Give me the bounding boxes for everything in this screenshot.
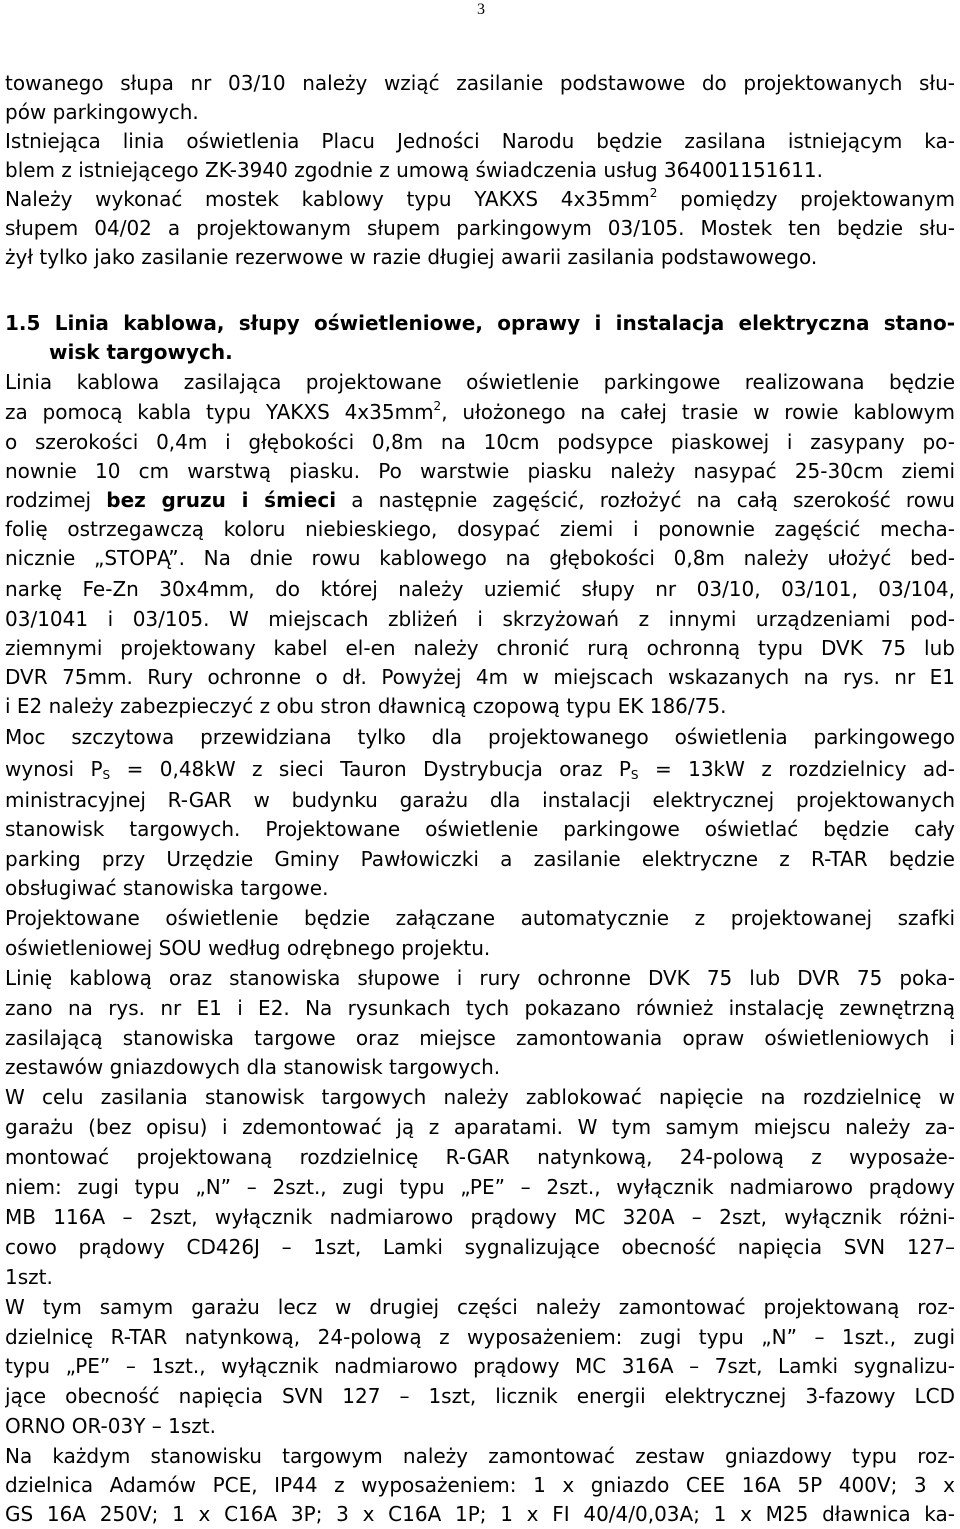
paragraph-3-line-10: ziemnymi projektowany kabel el-en należy chronić rurą ochronną typu DVK 75 lub: [5, 636, 955, 660]
paragraph-8-line-1: W tym samym garażu lecz w drugiej części należy zamontować projektowaną roz-: [5, 1295, 955, 1319]
subscript: S: [630, 768, 639, 782]
paragraph-1-line-1: towanego słupa nr 03/10 należy wziąć zasilanie podstawowe do projektowanych słu-: [5, 71, 955, 95]
paragraph-8-line-4: jące obecność napięcia SVN 127 – 1szt, licznik energii elektrycznej 3-fazowy LCD: [5, 1384, 955, 1408]
paragraph-3-line-5: [5, 486, 955, 514]
section-heading-line-2: wisk targowych.: [49, 340, 233, 364]
paragraph-3-line-9: 03/1041 i 03/105. W miejscach zbliżeń i skrzyżowań z innymi urządzeniami pod-: [5, 607, 955, 631]
paragraph-9-line-1: Na każdym stanowisku targowym należy zamontować zestaw gniazdowy typu roz-: [5, 1444, 955, 1468]
paragraph-2-line-3: [5, 185, 955, 213]
paragraph-3-line-11: DVR 75mm. Rury ochronne o dł. Powyżej 4m w miejscach wskazanych na rys. nr E1: [5, 665, 955, 689]
paragraph-3-line-2: [5, 398, 955, 426]
paragraph-4-line-4: stanowisk targowych. Projektowane oświetlenie parkingowe oświetlać będzie cały: [5, 817, 955, 841]
paragraph-8-line-3: typu „PE” – 1szt., wyłącznik nadmiarowo prądowy MC 316A – 7szt, Lamki sygnalizu-: [5, 1354, 955, 1378]
paragraph-2-line-5: żył tylko jako zasilanie rezerwowe w razie długiej awarii zasilania podstawowego.: [5, 245, 818, 269]
text-run: Należy wykonać mostek kablowy typu YAKXS 4x35mm: [5, 187, 650, 211]
paragraph-7-line-3: montować projektowaną rozdzielnicę R-GAR natynkową, 24-polową z wyposaże-: [5, 1145, 955, 1169]
paragraph-1-line-2: pów parkingowych.: [5, 100, 199, 124]
superscript: 2: [649, 186, 658, 200]
section-title: Linia kablowa, słupy oświetleniowe, oprawy i instalacja elektryczna stano-: [54, 311, 955, 335]
paragraph-7-line-1: W celu zasilania stanowisk targowych należy zablokować napięcie na rozdzielnicę w: [5, 1085, 955, 1109]
paragraph-6-line-1: Linię kablową oraz stanowiska słupowe i rury ochronne DVK 75 lub DVR 75 poka-: [5, 966, 955, 990]
paragraph-2-line-2: blem z istniejącego ZK-3940 zgodnie z umową świadczenia usług 364001151611.: [5, 158, 823, 182]
text-run: = 13kW z rozdzielnicy ad-: [638, 757, 955, 781]
paragraph-2-line-4: słupem 04/02 a projektowanym słupem parkingowym 03/105. Mostek ten będzie słu-: [5, 216, 955, 240]
text-run: za pomocą kabla typu YAKXS 4x35mm: [5, 400, 434, 424]
text-run: a następnie zagęścić, rozłożyć na całą szerokość rowu: [336, 488, 955, 512]
section-number: 1.5: [5, 311, 41, 335]
bold-text: bez gruzu i śmieci: [106, 488, 337, 512]
paragraph-3-line-7: nicznie „STOPĄ”. Na dnie rowu kablowego na głębokości 0,8m należy ułożyć bed-: [5, 546, 955, 570]
paragraph-4-line-2: [5, 755, 955, 783]
paragraph-4-line-5: parking przy Urzędzie Gminy Pawłowiczki a zasilanie elektryczne z R-TAR będzie: [5, 847, 955, 871]
paragraph-7-line-4: niem: zugi typu „N” – 2szt., zugi typu „PE” – 2szt., wyłącznik nadmiarowo prądowy: [5, 1175, 955, 1199]
page-number: 3: [477, 1, 485, 18]
section-heading-line-1: [5, 309, 955, 337]
paragraph-5-line-1: Projektowane oświetlenie będzie załączane automatycznie z projektowanej szafki: [5, 906, 955, 930]
paragraph-4-line-6: obsługiwać stanowiska targowe.: [5, 876, 329, 900]
text-run: , ułożonego na całej trasie w rowie kablowym: [441, 400, 955, 424]
paragraph-7-line-2: garażu (bez opisu) i zdemontować ją z aparatami. W tym samym miejscu należy za-: [5, 1115, 955, 1139]
superscript: 2: [433, 399, 442, 413]
paragraph-8-line-2: dzielnicę R-TAR natynkową, 24-polową z wyposażeniem: zugi typu „N” – 1szt., zugi: [5, 1325, 955, 1349]
subscript: S: [102, 768, 111, 782]
paragraph-9-line-2: dzielnica Adamów PCE, IP44 z wyposażeniem: 1 x gniazdo CEE 16A 5P 400V; 3 x: [5, 1473, 955, 1497]
paragraph-7-line-5: MB 116A – 2szt, wyłącznik nadmiarowo prądowy MC 320A – 2szt, wyłącznik różni-: [5, 1205, 955, 1229]
text-run: = 0,48kW z sieci Tauron Dystrybucja oraz P: [110, 757, 631, 781]
paragraph-5-line-2: oświetleniowej SOU według odrębnego projektu.: [5, 936, 491, 960]
paragraph-6-line-3: zasilającą stanowiska targowe oraz miejsce zamontowania opraw oświetleniowych i: [5, 1026, 955, 1050]
paragraph-3-line-12: i E2 należy zabezpieczyć z obu stron dławnicą czopową typu EK 186/75.: [5, 694, 727, 718]
paragraph-7-line-7: 1szt.: [5, 1265, 53, 1289]
paragraph-6-line-4: zestawów gniazdowych dla stanowisk targowych.: [5, 1055, 501, 1079]
paragraph-3-line-4: nownie 10 cm warstwą piasku. Po warstwie piasku należy nasypać 25-30cm ziemi: [5, 459, 955, 483]
paragraph-3-line-1: Linia kablowa zasilająca projektowane oświetlenie parkingowe realizowana będzie: [5, 370, 955, 394]
paragraph-3-line-6: folię ostrzegawczą koloru niebieskiego, dosypać ziemi i ponownie zagęścić mecha-: [5, 517, 955, 541]
paragraph-3-line-8: narkę Fe-Zn 30x4mm, do której należy uziemić słupy nr 03/10, 03/101, 03/104,: [5, 577, 955, 601]
paragraph-2-line-1: Istniejąca linia oświetlenia Placu Jedności Narodu będzie zasilana istniejącym ka-: [5, 129, 955, 153]
paragraph-4-line-1: Moc szczytowa przewidziana tylko dla projektowanego oświetlenia parkingowego: [5, 725, 955, 749]
paragraph-9-line-3: GS 16A 250V; 1 x C16A 3P; 3 x C16A 1P; 1 x FI 40/4/0,03A; 1 x M25 dławnica ka-: [5, 1502, 955, 1526]
paragraph-4-line-3: ministracyjnej R-GAR w budynku garażu dla instalacji elektrycznej projektowanych: [5, 788, 955, 812]
text-run: wynosi P: [5, 757, 103, 781]
text-run: pomiędzy projektowanym: [657, 187, 955, 211]
paragraph-8-line-5: ORNO OR-03Y – 1szt.: [5, 1414, 216, 1438]
paragraph-3-line-3: o szerokości 0,4m i głębokości 0,8m na 10cm podsypce piaskowej i zasypany po-: [5, 430, 955, 454]
text-run: rodzimej: [5, 488, 107, 512]
paragraph-7-line-6: cowo prądowy CD426J – 1szt, Lamki sygnalizujące obecność napięcia SVN 127–: [5, 1235, 955, 1259]
paragraph-6-line-2: zano na rys. nr E1 i E2. Na rysunkach tych pokazano również instalację zewnętrzną: [5, 996, 955, 1020]
